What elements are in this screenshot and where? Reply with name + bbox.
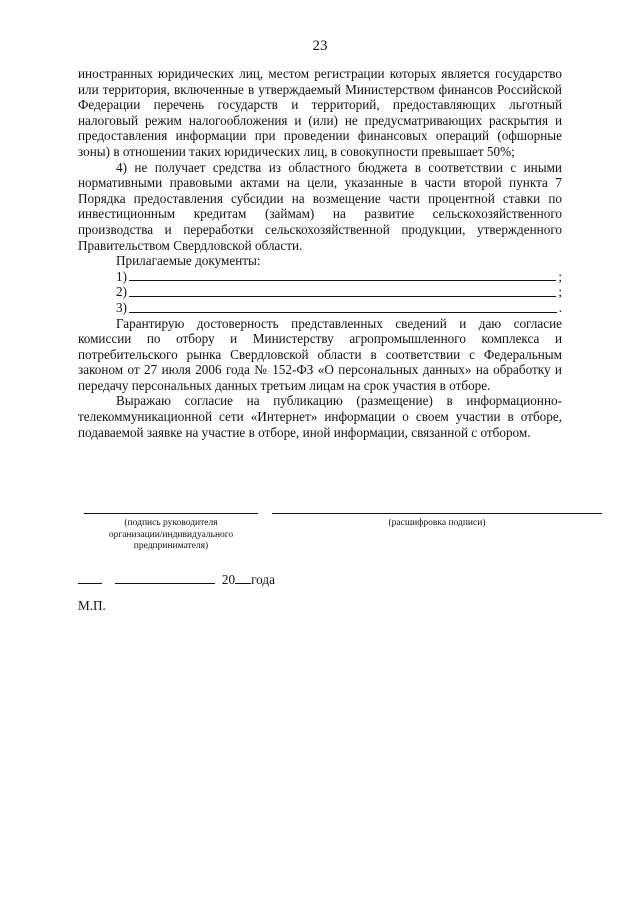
- attached-document-line-1: [78, 269, 562, 285]
- attached-document-punctuation: ;: [558, 284, 562, 300]
- year-prefix: 20: [221, 572, 236, 587]
- year-suffix: года: [251, 572, 275, 587]
- month-blank: [115, 582, 215, 584]
- paragraph-consent: Выражаю согласие на публикацию (размещение) в информационно-телекоммуникационной сети «Интернет» информации о своем участии в отборе, подаваемой заявке на участие в отборе, иной информации, связанной с отбором.: [78, 393, 562, 440]
- signature-decoding-caption: (расшифровка подписи): [388, 518, 486, 528]
- day-blank: [78, 582, 102, 584]
- attached-document-line-3: [78, 300, 562, 316]
- paragraph-offshore: иностранных юридических лиц, местом регистрации которых является государство или территория, включенные в утверждаемый Министерством финансов Российской Федерации перечень государств и территорий, предоставляющих льготный налоговый режим налогообложения и (или) не предусматривающих раскрытия и предоставления информации при проведении финансовых операций (офшорные зоны) в отношении таких юридических лиц, в совокупности превышает 50%;: [78, 66, 562, 159]
- stamp-placeholder: М.П.: [78, 598, 106, 613]
- paragraph-guarantee: Гарантирую достоверность представленных сведений и даю согласие комиссии по отбору и Министерству агропромышленного комплекса и потребительского рынка Свердловской области в соответствии с Федеральным законом от 27 июля 2006 года № 152-ФЗ «О персональных данных» на обработку и передачу персональных данных третьим лицам на срок участия в отборе.: [78, 315, 562, 393]
- signature-caption: (подпись руководителя организации/индивидуального предпринимателя): [108, 518, 234, 551]
- attached-document-line-2: [78, 284, 562, 300]
- paragraph-item-4: 4) не получает средства из областного бюджета в соответствии с иными нормативными правовыми актами на цели, указанные в части второй пункта 7 Порядка предоставления субсидии на возмещение части процентной ставки по инвестиционным кредитам (займам) на развитие сельскохозяйственного производства и переработки сельскохозяйственной продукции, утвержденного Правительством Свердловской области.: [78, 159, 562, 253]
- attached-document-number: 1): [116, 268, 127, 284]
- attached-document-punctuation: ;: [558, 268, 562, 284]
- signature-line: [84, 513, 258, 514]
- attached-documents-heading: Прилагаемые документы:: [116, 253, 261, 269]
- attached-document-number: 2): [116, 284, 127, 300]
- date-row: [78, 572, 275, 588]
- fill-in-blank: [129, 311, 557, 313]
- year-blank: [235, 582, 251, 584]
- signature-decoding-line: [272, 513, 602, 514]
- fill-in-blank: [129, 295, 556, 297]
- document-body: [78, 66, 562, 440]
- fill-in-blank: [129, 279, 556, 281]
- attached-document-punctuation: .: [558, 299, 562, 315]
- attached-document-number: 3): [116, 299, 127, 315]
- page-number: 23: [312, 38, 328, 54]
